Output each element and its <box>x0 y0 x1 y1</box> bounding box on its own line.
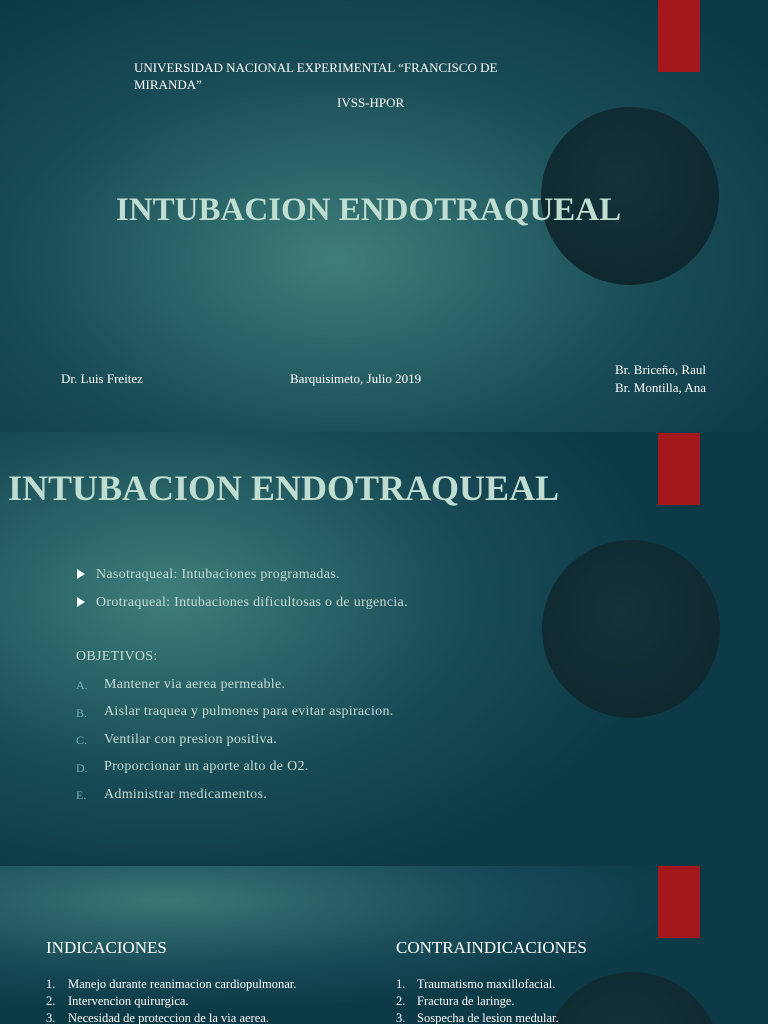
indication-item: Manejo durante reanimacion cardiopulmonar. <box>68 977 297 991</box>
title-slide <box>0 0 768 432</box>
indications-slide <box>0 866 768 1024</box>
contraindication-item: Traumatismo maxillofacial. <box>417 977 556 991</box>
doctor-name: Dr. Luis Freitez <box>61 371 143 386</box>
institute-name: IVSS-HPOR <box>337 95 405 110</box>
objective-item: Aislar traquea y pulmones para evitar aspiracion. <box>104 704 394 719</box>
objective-item: Proporcionar un aporte alto de O2. <box>104 759 309 774</box>
dark-circle-decoration <box>543 972 721 1024</box>
list-number: 2. <box>46 994 56 1008</box>
contraindications-heading: CONTRAINDICACIONES <box>396 938 587 957</box>
red-accent-bar <box>658 866 700 938</box>
author-1: Br. Briceño, Raul <box>615 362 706 377</box>
list-number: 1. <box>396 977 406 991</box>
red-accent-bar <box>658 433 700 505</box>
dark-circle-decoration <box>542 540 720 718</box>
contraindication-item: Fractura de laringe. <box>417 994 515 1008</box>
list-number: 2. <box>396 994 406 1008</box>
place-date: Barquisimeto, Julio 2019 <box>290 371 422 386</box>
author-2: Br. Montilla, Ana <box>615 380 706 395</box>
list-letter: E. <box>76 788 87 802</box>
university-name: UNIVERSIDAD NACIONAL EXPERIMENTAL “FRANCISCO DE <box>134 60 498 75</box>
list-letter: C. <box>76 733 88 747</box>
list-number: 3. <box>396 1011 406 1024</box>
objective-item: Ventilar con presion positiva. <box>104 732 278 747</box>
list-number: 1. <box>46 977 56 991</box>
list-number: 3. <box>46 1011 56 1024</box>
presentation-title: INTUBACION ENDOTRAQUEAL <box>116 192 622 228</box>
bullet-item: Orotraqueal: Intubaciones dificultosas o de urgencia. <box>96 595 408 610</box>
bullet-arrow-icon <box>77 597 85 607</box>
university-name-line2: MIRANDA” <box>134 77 202 92</box>
list-letter: D. <box>76 761 88 775</box>
bullet-item: Nasotraqueal: Intubaciones programadas. <box>96 567 340 582</box>
objective-item: Mantener via aerea permeable. <box>104 677 286 692</box>
bullet-arrow-icon <box>77 569 85 579</box>
slide-title: INTUBACION ENDOTRAQUEAL <box>8 468 560 508</box>
indication-item: Necesidad de proteccion de la via aerea. <box>68 1011 269 1024</box>
list-letter: B. <box>76 706 88 720</box>
definition-slide <box>0 432 768 864</box>
contraindication-item: Sospecha de lesion medular. <box>417 1011 559 1024</box>
list-letter: A. <box>76 678 88 692</box>
objective-item: Administrar medicamentos. <box>104 787 268 802</box>
objectives-heading: OBJETIVOS: <box>76 649 158 664</box>
indications-heading: INDICACIONES <box>46 938 167 957</box>
indication-item: Intervencion quirurgica. <box>68 994 189 1008</box>
red-accent-bar <box>658 0 700 72</box>
